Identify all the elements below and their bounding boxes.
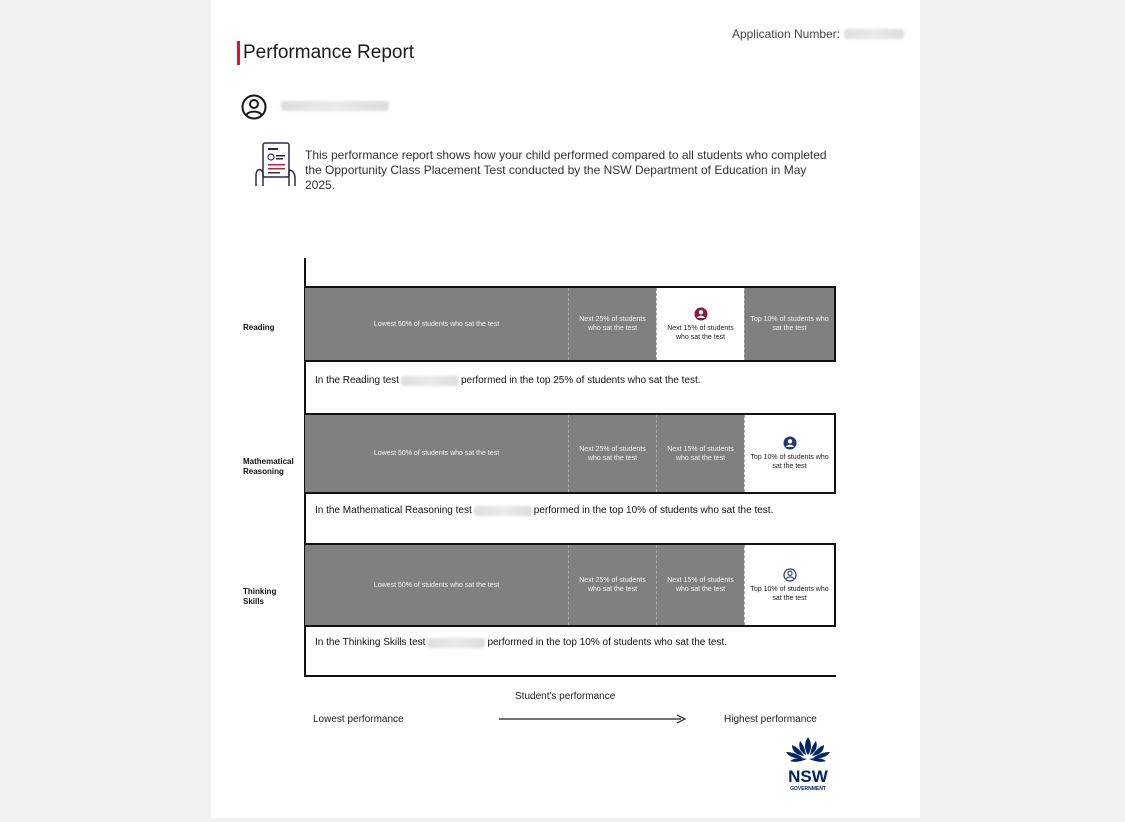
caption-math [315,505,773,516]
row-label-thinking-line1: Thinking [243,587,277,596]
row-label-thinking-line2: Skills [243,597,264,606]
segment-next-15-selected [656,288,744,360]
segment-label: Next 15% of students who sat the test [667,445,734,462]
segment-label: Next 25% of students who sat the test [579,445,646,462]
page-title: Performance Report [243,42,415,63]
row-label-math-line2: Reasoning [243,467,284,476]
segment-label: Next 15% of students who sat the test [667,577,734,593]
logo-subtext: GOVERNMENT [790,786,826,792]
band-row-thinking [305,543,836,627]
segment-lowest-50 [305,415,568,492]
segment-label: Next 15% of students who sat the test [667,324,734,341]
row-label-reading [243,323,275,333]
caption-reading-before: In the Reading test [315,375,399,386]
performance-chart [211,0,920,818]
caption-reading [315,375,701,386]
x-axis-title: Student's performance [515,691,616,702]
student-marker-icon [783,436,797,450]
student-marker-icon [694,307,708,321]
segment-label: Next 25% of students who sat the test [579,577,646,593]
segment-label: Lowest 50% of students who sat the test [373,320,500,328]
segment-next-25 [568,545,656,625]
row-label-math [243,457,294,477]
caption-thinking [315,637,727,648]
caption-thinking-before: In the Thinking Skills test [315,637,426,648]
student-name-redacted [474,506,532,516]
row-label-reading-text: Reading [243,323,275,332]
x-axis-low-label: Lowest performance [313,714,404,725]
segment-lowest-50 [305,288,568,360]
segment-label: Lowest 50% of students who sat the test [373,581,500,589]
segment-label: Top 10% of students who sat the test [750,454,829,470]
band-row-math [305,413,836,494]
segment-top-10-selected [744,545,834,625]
segment-top-10-selected [744,415,834,492]
x-axis-high-label: Highest performance [724,714,817,725]
segment-lowest-50 [305,545,568,625]
segment-next-25 [568,288,656,360]
student-name-redacted [427,638,485,648]
segment-label: Top 10% of students who sat the test [750,585,829,602]
right-arrow-icon [499,713,687,725]
caption-reading-after: performed in the top 25% of students who sat the test. [460,375,701,386]
application-number-label: Application Number: [731,27,840,41]
segment-next-25 [568,415,656,492]
intro-text: This performance report shows how your child performed compared to all students who completed the Opportunity Class Placement Test conducted by the NSW Department of Education in May 2025. [305,148,827,192]
logo-word: NSW [788,767,828,786]
segment-next-15 [656,545,744,625]
segment-label: Lowest 50% of students who sat the test [373,450,500,457]
caption-math-after: performed in the top 10% of students who sat the test. [533,505,774,516]
x-axis-line [304,675,836,677]
segment-next-15 [656,415,744,492]
segment-top-10 [744,288,834,360]
row-label-math-line1: Mathematical [243,457,294,466]
report-page [211,0,920,818]
segment-label: Next 25% of students who sat the test [579,316,646,332]
band-row-reading [305,286,836,362]
segment-label: Top 10% of students who sat the test [750,316,829,332]
row-label-thinking [243,587,276,607]
student-marker-icon [783,568,797,582]
caption-thinking-after: performed in the top 10% of students who sat the test. [487,637,728,648]
nsw-government-logo [780,735,836,793]
caption-math-before: In the Mathematical Reasoning test [315,505,472,516]
student-name-redacted [401,376,459,386]
